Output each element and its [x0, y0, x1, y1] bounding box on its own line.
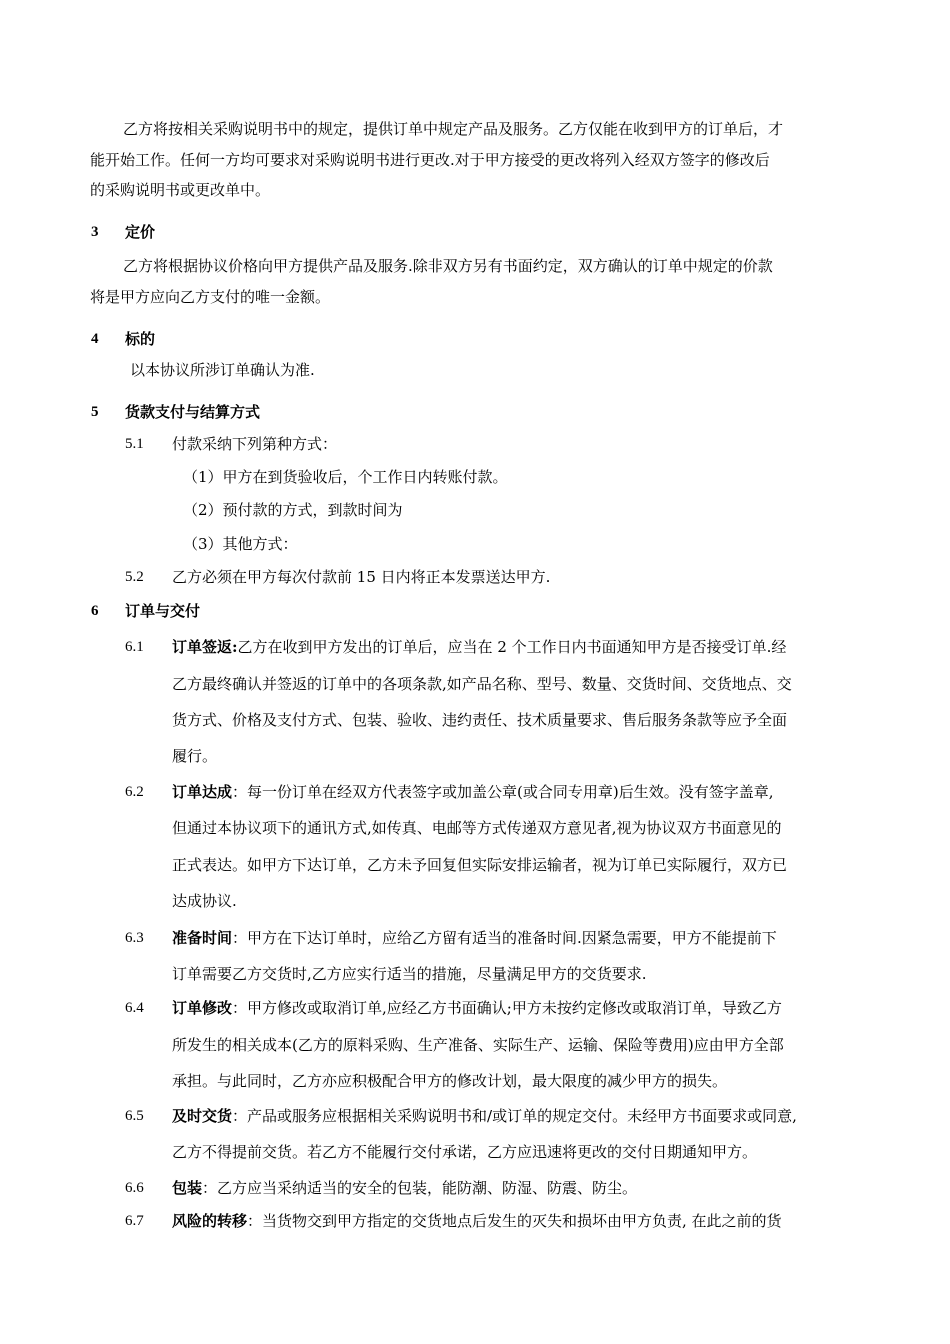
item-6-2-label: 订单达成: [172, 783, 233, 801]
item-6-4-line-2: 所发生的相关成本(乙方的原料采购、生产准备、实际生产、运输、保险等费用)应由甲方全部: [172, 1036, 784, 1054]
section-4-number: 4: [91, 331, 99, 347]
section-3-line-1: 乙方将根据协议价格向甲方提供产品及服务.除非双方另有书面约定，双方确认的订单中规定的价款: [123, 257, 773, 275]
item-5-1-text: 付款采纳下列第种方式：: [172, 435, 338, 453]
item-6-1-first-line: [172, 637, 786, 657]
item-5-1-number: 5.1: [125, 436, 144, 452]
section-3-number: 3: [91, 224, 99, 240]
item-6-2-first-line: [172, 782, 774, 802]
item-6-7-text: ：当货物交到甲方指定的交货地点后发生的灭失和损坏由甲方负责, 在此之前的货: [247, 1212, 782, 1230]
intro-line-3: 的采购说明书或更改单中。: [90, 181, 271, 199]
section-5-title: 货款支付与结算方式: [125, 403, 261, 421]
item-6-1-line-2: 乙方最终确认并签返的订单中的各项条款,如产品名称、型号、数量、交货时间、交货地点、交: [172, 675, 792, 693]
item-6-1-number: 6.1: [125, 639, 144, 655]
item-6-5-text: ：产品或服务应根据相关采购说明书和/或订单的规定交付。未经甲方书面要求或同意,: [232, 1107, 797, 1125]
item-6-1-line-3: 货方式、价格及支付方式、包装、验收、违约责任、技术质量要求、售后服务条款等应予全面: [172, 711, 788, 729]
section-3-title: 定价: [125, 223, 156, 241]
item-6-6-first-line: [172, 1178, 637, 1198]
section-4-line: 以本协议所涉订单确认为准.: [130, 361, 315, 379]
item-5-2-text: 乙方必须在甲方每次付款前 15 日内将正本发票送达甲方.: [172, 568, 551, 586]
item-6-2-line-3: 正式表达。如甲方下达订单，乙方未予回复但实际安排运输者，视为订单已实际履行，双方已: [172, 856, 788, 874]
item-6-5-line-2: 乙方不得提前交货。若乙方不能履行交付承诺，乙方应迅速将更改的交付日期通知甲方。: [172, 1143, 758, 1161]
item-6-1-label: 订单签返:: [172, 638, 238, 656]
item-6-7-label: 风险的转移: [172, 1212, 248, 1230]
intro-line-1: 乙方将按相关采购说明书中的规定，提供订单中规定产品及服务。乙方仅能在收到甲方的订单后，才: [123, 120, 784, 138]
section-6-number: 6: [91, 603, 99, 619]
section-3-line-2: 将是甲方应向乙方支付的唯一金额。: [90, 288, 331, 306]
payment-option-2: （2）预付款的方式，到款时间为: [183, 501, 403, 519]
item-6-5-number: 6.5: [125, 1108, 144, 1124]
item-6-2-line-4: 达成协议.: [172, 892, 237, 910]
intro-line-2: 能开始工作。任何一方均可要求对采购说明书进行更改.对于甲方接受的更改将列入经双方签字的修改后: [90, 151, 770, 169]
item-6-1-text: 乙方在收到甲方发出的订单后，应当在 2 个工作日内书面通知甲方是否接受订单.经: [237, 638, 787, 656]
item-6-3-text: ：甲方在下达订单时，应给乙方留有适当的准备时间.因紧急需要，甲方不能提前下: [232, 929, 777, 947]
section-5-number: 5: [91, 404, 99, 420]
item-6-6-label: 包装: [172, 1179, 203, 1197]
item-5-2-number: 5.2: [125, 569, 144, 585]
item-6-3-label: 准备时间: [172, 929, 233, 947]
item-6-6-number: 6.6: [125, 1180, 144, 1196]
item-6-3-number: 6.3: [125, 930, 144, 946]
item-6-4-line-3: 承担。与此同时，乙方亦应积极配合甲方的修改计划，最大限度的减少甲方的损失。: [172, 1072, 728, 1090]
item-6-4-number: 6.4: [125, 1000, 144, 1016]
item-6-3-line-2: 订单需要乙方交货时,乙方应实行适当的措施，尽量满足甲方的交货要求.: [172, 965, 647, 983]
item-6-5-first-line: [172, 1106, 797, 1126]
item-6-2-number: 6.2: [125, 784, 144, 800]
payment-option-3: （3）其他方式：: [183, 535, 298, 553]
item-6-6-text: ：乙方应当采纳适当的安全的包装，能防潮、防湿、防震、防尘。: [202, 1179, 638, 1197]
section-6-title: 订单与交付: [125, 602, 201, 620]
item-6-4-label: 订单修改: [172, 999, 233, 1017]
item-6-4-text: ：甲方修改或取消订单,应经乙方书面确认;甲方未按约定修改或取消订单，导致乙方: [232, 999, 782, 1017]
item-6-1-line-4: 履行。: [172, 747, 218, 765]
item-6-2-text: ：每一份订单在经双方代表签字或加盖公章(或合同专用章)后生效。没有签字盖章,: [232, 783, 774, 801]
item-6-4-first-line: [172, 998, 782, 1018]
payment-option-1: （1）甲方在到货验收后，个工作日内转账付款。: [183, 468, 508, 486]
item-6-3-first-line: [172, 928, 777, 948]
item-6-7-first-line: [172, 1211, 782, 1231]
item-6-5-label: 及时交货: [172, 1107, 233, 1125]
item-6-7-number: 6.7: [125, 1213, 144, 1229]
item-6-2-line-2: 但通过本协议项下的通讯方式,如传真、电邮等方式传递双方意见者,视为协议双方书面意见的: [172, 819, 782, 837]
section-4-title: 标的: [125, 330, 156, 348]
